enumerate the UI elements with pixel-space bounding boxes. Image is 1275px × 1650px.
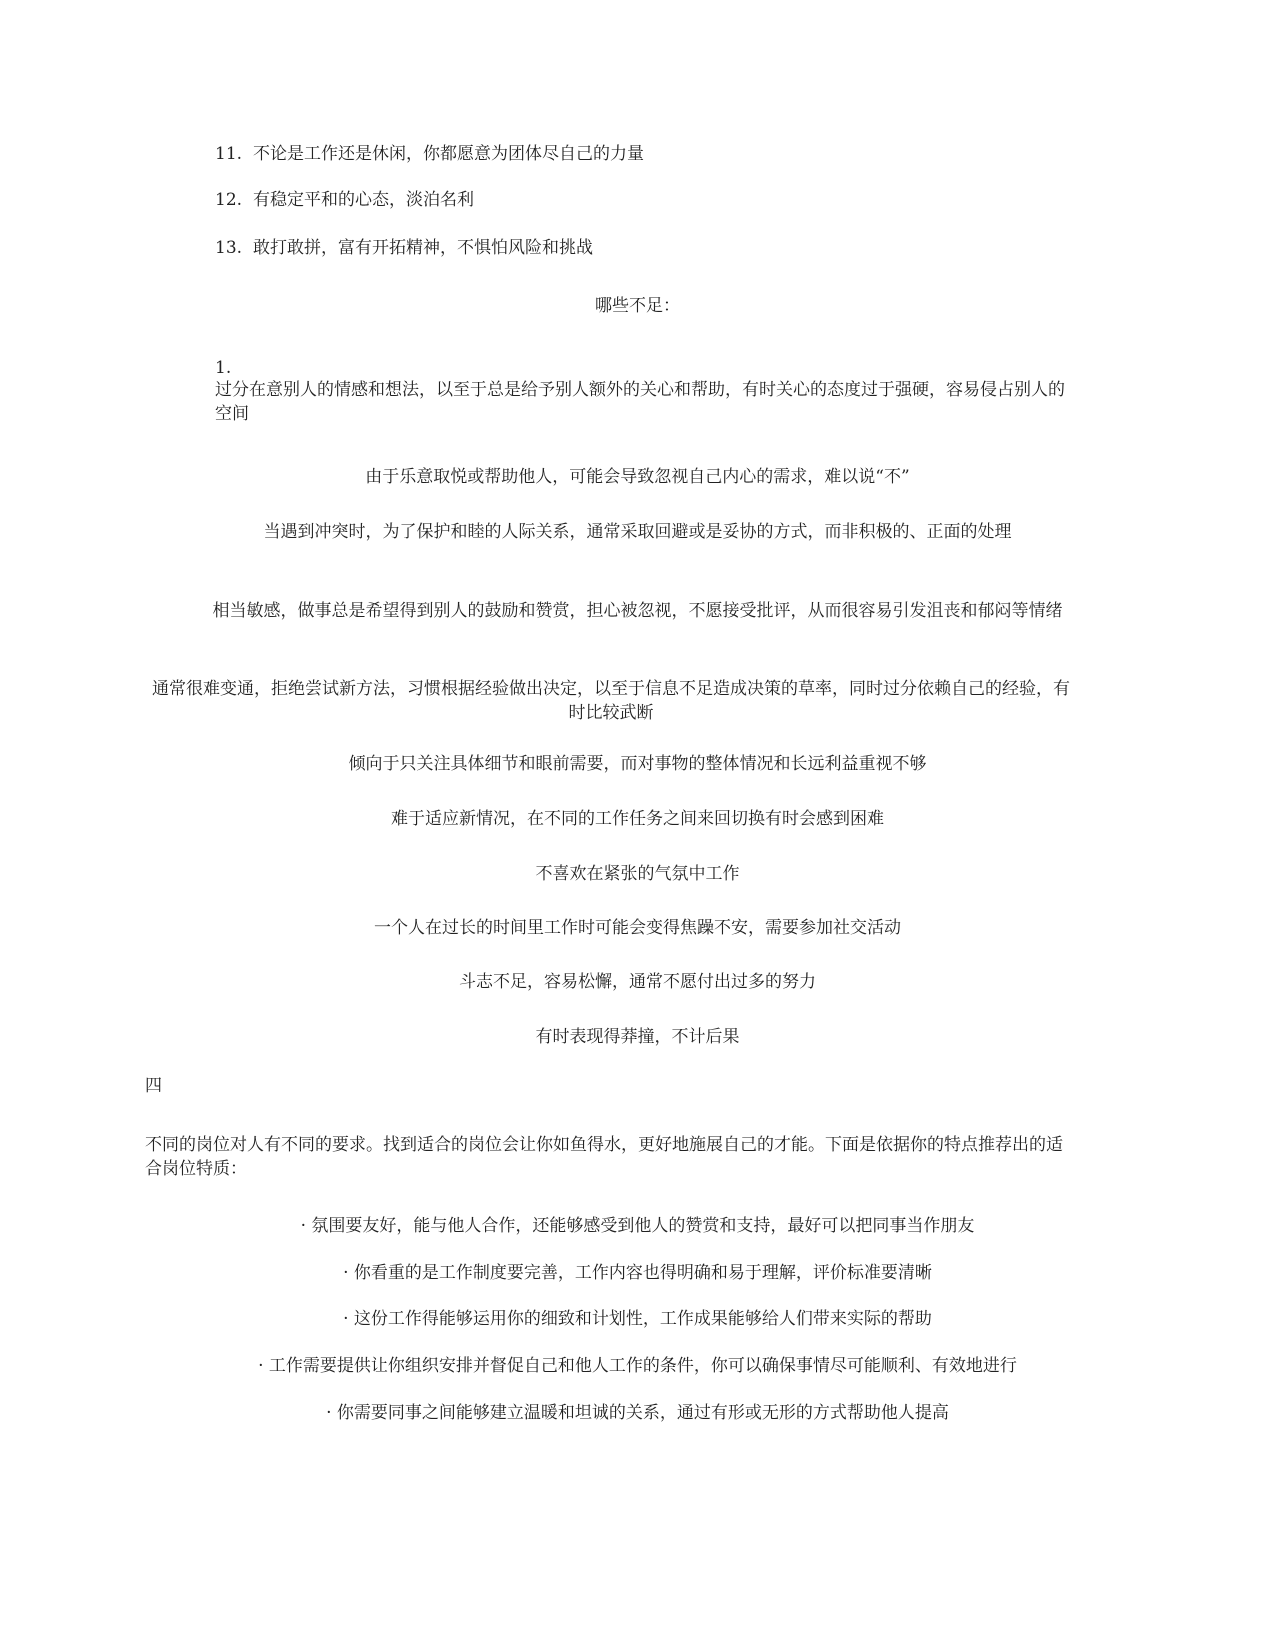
list-item: 一个人在过长的时间里工作时可能会变得焦躁不安，需要参加社交活动 bbox=[374, 918, 901, 938]
list-item bbox=[215, 236, 593, 260]
list-item: · 你需要同事之间能够建立温暖和坦诚的关系，通过有形或无形的方式帮助他人提高 bbox=[326, 1403, 949, 1423]
item-number: 1. bbox=[215, 358, 232, 378]
list-item: 有时表现得莽撞，不计后果 bbox=[535, 1027, 740, 1047]
list-item: 由于乐意取悦或帮助他人，可能会导致忽视自己内心的需求，难以说“不” bbox=[365, 467, 910, 487]
list-item: 相当敏感，做事总是希望得到别人的鼓励和赞赏，担心被忽视，不愿接受批评，从而很容易引发沮丧和郁闷等情绪 bbox=[212, 601, 1063, 621]
item-text: 不论是工作还是休闲，你都愿意为团体尽自己的力量 bbox=[253, 144, 644, 164]
item-number: 13. bbox=[215, 238, 243, 258]
list-item: 难于适应新情况，在不同的工作任务之间来回切换有时会感到困难 bbox=[391, 809, 884, 829]
list-item: 倾向于只关注具体细节和眼前需要，而对事物的整体情况和长远利益重视不够 bbox=[348, 754, 927, 774]
list-item: 当遇到冲突时，为了保护和睦的人际关系，通常采取回避或是妥协的方式，而非积极的、正面的处理 bbox=[263, 522, 1012, 542]
list-item bbox=[215, 142, 644, 166]
list-item bbox=[215, 188, 474, 212]
item-number: 12. bbox=[215, 190, 243, 210]
section-heading: 哪些不足： bbox=[595, 296, 680, 316]
list-item: 不喜欢在紧张的气氛中工作 bbox=[535, 864, 740, 884]
list-item: · 氛围要友好，能与他人合作，还能够感受到他人的赞赏和支持，最好可以把同事当作朋友 bbox=[300, 1216, 975, 1236]
item-text: 敢打敢拼，富有开拓精神，不惧怕风险和挑战 bbox=[253, 238, 593, 258]
list-item: · 你看重的是工作制度要完善，工作内容也得明确和易于理解，评价标准要清晰 bbox=[343, 1263, 932, 1283]
list-item: · 工作需要提供让你组织安排并督促自己和他人工作的条件，你可以确保事情尽可能顺利、有效地进行 bbox=[258, 1356, 1017, 1376]
paragraph: 过分在意别人的情感和想法，以至于总是给予别人额外的关心和帮助，有时关心的态度过于强硬，容易侵占别人的空间 bbox=[215, 380, 1065, 424]
list-item: 通常很难变通，拒绝尝试新方法，习惯根据经验做出决定，以至于信息不足造成决策的草率，同时过分依赖自己的经验，有时比较武断 bbox=[152, 679, 1070, 723]
section-number: 四 bbox=[145, 1076, 162, 1096]
item-text: 有稳定平和的心态，淡泊名利 bbox=[253, 190, 474, 210]
list-item: 斗志不足，容易松懈，通常不愿付出过多的努力 bbox=[459, 972, 816, 992]
paragraph: 不同的岗位对人有不同的要求。找到适合的岗位会让你如鱼得水，更好地施展自己的才能。下面是依据你的特点推荐出的适合岗位特质： bbox=[145, 1135, 1063, 1179]
list-item: · 这份工作得能够运用你的细致和计划性，工作成果能够给人们带来实际的帮助 bbox=[343, 1309, 932, 1329]
item-number: 11. bbox=[215, 144, 243, 164]
